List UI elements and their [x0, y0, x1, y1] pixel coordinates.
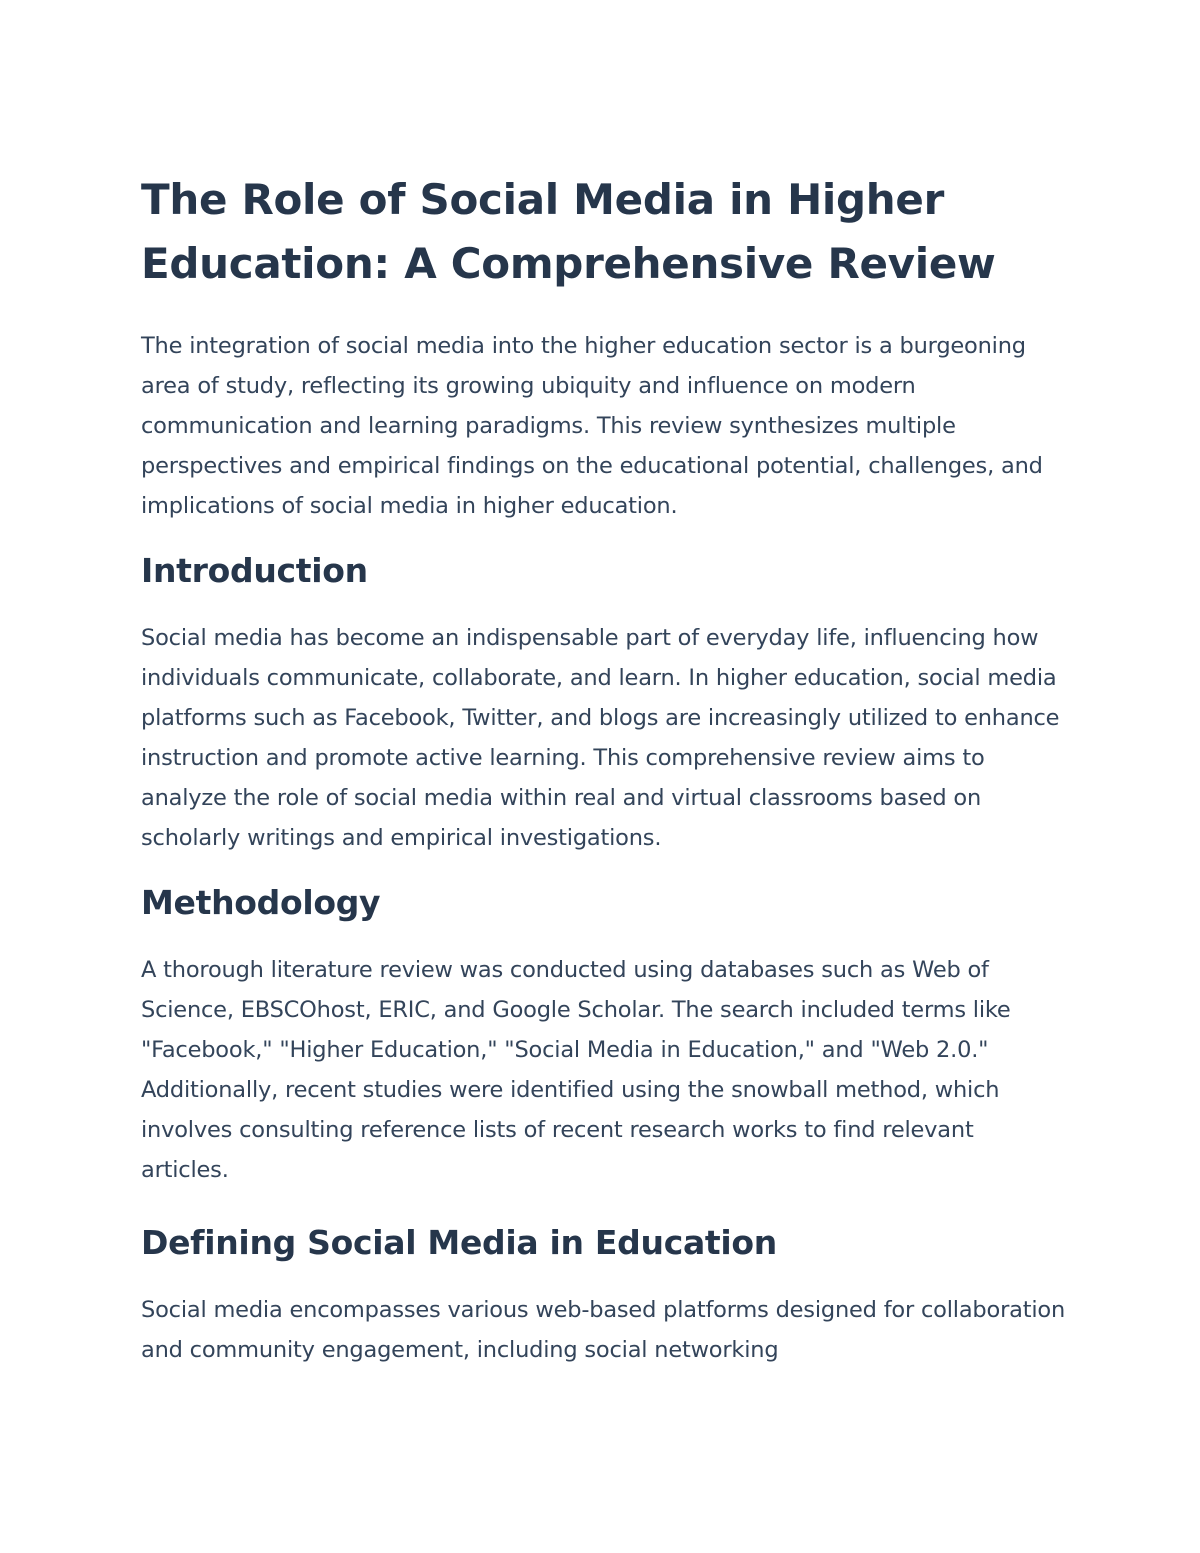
section-heading: Introduction — [141, 551, 368, 590]
section-heading: Methodology — [141, 883, 381, 922]
document-page — [141, 168, 1066, 1370]
section-heading: Defining Social Media in Education — [141, 1223, 777, 1262]
section-body: Social media has become an indispensable part of everyday life, influencing how individuals communicate, collaborate, and learn. In higher education, social media platforms such as Facebook, Twitter, and blogs are increasingly utilized to enhance instruction and promote active learning. This comprehensive review aims to analyze the role of social media within real and virtual classrooms based on scholarly writings and empirical investigations. — [141, 625, 1060, 851]
section-introduction — [141, 548, 1066, 858]
section-body: A thorough literature review was conducted using databases such as Web of Science, EBSCOhost, ERIC, and Google Scholar. The search included terms like "Facebook," "Higher Education," "Social Media in Education," and "Web 2.0." Additionally, recent studies were identified using the snowball method, which involves consulting reference lists of recent research works to find relevant articles. — [141, 957, 1011, 1183]
section-body: Social media encompasses various web-based platforms designed for collaboration and community engagement, including social networking — [141, 1297, 1066, 1363]
intro-paragraph: The integration of social media into the higher education sector is a burgeoning area of study, reflecting its growing ubiquity and influence on modern communication and learning paradigms. This review synthesizes multiple perspectives and empirical findings on the educational potential, challenges, and implications of social media in higher education. — [141, 333, 1043, 519]
section-methodology — [141, 880, 1066, 1190]
section-defining-social-media — [141, 1220, 1066, 1370]
document-title: The Role of Social Media in Higher Education: A Comprehensive Review — [141, 175, 996, 288]
